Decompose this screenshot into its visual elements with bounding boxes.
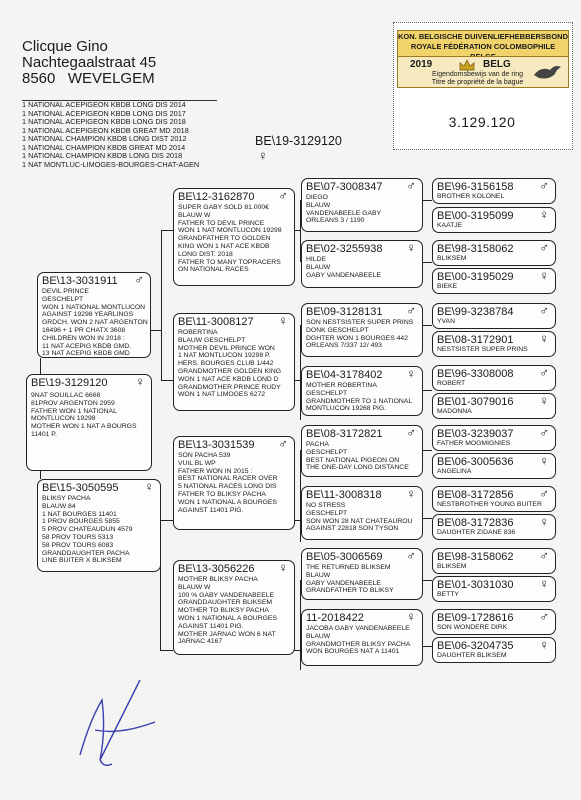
bird-notes: JACOBA GABY VANDENABEELE BLAUW GRANDMOTHER BLIKSY PACHA WON BOURGES NAT A 11401 — [306, 625, 411, 656]
male-icon: ♂ — [278, 188, 288, 203]
pedigree-card-ddd — [301, 609, 423, 666]
bird-notes: ROBERTINA BLAUW GESCHELPT MOTHER DEVIL PRINCE WON 1 NAT MONTLUCON 19298 P. HERS. BOURGES CLUB 1/442 GRANDMOTHER GOLDEN KING WON 1 NAT ACE KBDB LOND D GRANDMOTHER PRINCE RUDY WON 1 NAT LIMOGES 6272 — [178, 329, 282, 399]
pedigree-card-sire — [37, 272, 151, 358]
bird-notes: BLIKSEM — [437, 255, 467, 262]
pedigree-card-subject — [26, 374, 152, 471]
bird-notes: DAUGHTER ZIDANE 836 — [437, 529, 516, 536]
female-icon: ♀ — [539, 393, 549, 408]
ring-card-line2: ROYALE FÉDÉRATION COLOMBOPHILE — [410, 42, 556, 51]
palmares-item: 1 NATIONAL ACEPIGEON KBDB LONG DIS 2018 — [22, 117, 186, 126]
pedigree-card-g6 — [432, 331, 556, 357]
palmares-item: 1 NATIONAL ACEPIGEON KBDB GREAT MD 2018 — [22, 125, 189, 135]
connector-line — [40, 471, 41, 479]
bird-notes: BLIKSEM — [437, 563, 467, 570]
bird-notes: BIEKE — [437, 283, 458, 290]
male-icon: ♂ — [539, 548, 549, 563]
male-icon: ♂ — [406, 548, 416, 563]
pedigree-card-g4 — [432, 268, 556, 294]
pedigree-card-g11 — [432, 486, 556, 512]
bird-notes: YVAN — [437, 318, 456, 325]
ring-number: BE\01-3079016 — [437, 396, 514, 408]
connector-line — [161, 230, 173, 231]
pedigree-card-dsd — [301, 486, 423, 540]
owner-city-name: WEVELGEM — [67, 70, 155, 87]
bird-notes: HILDE BLAUW GABY VANDENABEELE — [306, 256, 381, 279]
ring-number: BE\08-3172856 — [437, 489, 514, 501]
bird-notes: FATHER MOGMIGNIES — [437, 440, 511, 447]
connector-line — [422, 200, 432, 201]
subject-ring: BE\19-3129120 — [255, 134, 342, 148]
owner-street: Nachtegaalstraat 45 — [22, 54, 157, 71]
female-icon: ♀ — [539, 637, 549, 652]
connector-line — [160, 520, 173, 521]
ring-card-subtitle — [420, 71, 535, 86]
bird-notes: NESTBROTHER YOUNG BUITER — [437, 501, 542, 508]
pedigree-card-sss — [301, 178, 423, 232]
pedigree-card-dss — [301, 425, 423, 477]
bird-notes: SUPER GABY SOLD 81.000€ BLAUW W FATHER TO DEVIL PRINCE WON 1 NAT MONTLUCON 19298 GRANDFATHER TO GOLDEN KING WON 1 NAT ACE KBDB LONG DIST. 2018 FATHER TO MANY TOPRACERS ON NATIONAL RACES — [178, 204, 282, 274]
female-icon: ♀ — [539, 514, 549, 529]
owner-city — [22, 70, 155, 87]
pedigree-card-g13 — [432, 548, 556, 574]
owner-name: Clicque Gino — [22, 38, 108, 55]
male-icon: ♂ — [539, 609, 549, 624]
pedigree-card-sds — [301, 303, 423, 357]
bird-notes: DAUGHTER BLIKSEM — [437, 652, 507, 659]
pedigree-card-sdd — [301, 366, 423, 416]
pedigree-card-g7 — [432, 365, 556, 391]
ring-number: BE\11-3008127 — [178, 316, 254, 328]
bird-notes: MADONNA — [437, 408, 472, 415]
male-icon: ♂ — [539, 425, 549, 440]
pedigree-card-g10 — [432, 453, 556, 479]
bird-notes: BROTHER KOLONEL — [437, 193, 505, 200]
bird-notes: SON NESTSISTER SUPER PRINS DONK GESCHELPT DGHTER WON 1 BOURGES 442 ORLEANS 7/337 12/ 493 — [306, 319, 414, 350]
palmares-item: 1 NAT MONTLUC-LIMOGES-BOURGES-CHAT-AGEN — [22, 159, 200, 169]
ring-card-line1: KON. BELGISCHE DUIVENLIEFHEBBERSBOND — [398, 32, 569, 41]
connector-line — [422, 518, 432, 519]
female-icon: ♀ — [539, 331, 549, 346]
palmares-item: 1 NATIONAL ACEPIGEON KBDB LONG DIS 2014 — [22, 100, 186, 109]
signature — [60, 660, 170, 780]
connector-line — [422, 262, 432, 263]
bird-notes: MOTHER BLIKSY PACHA BLAUW W 100 % GABY VANDENABEELE GRANDDAUGHTER BLIKSEM MOTHER TO BLIKSY PACHA WON 1 NATIONAL A BOURGES AGAINST 11401 PIG. MOTHER JARNAC WON 6 NAT JARNAC 4167 — [178, 576, 277, 646]
owner-postcode: 8560 — [22, 70, 56, 87]
pedigree-card-dam-sire — [173, 436, 295, 530]
connector-line — [422, 325, 432, 326]
bird-notes: SON PACHA 539 VUIL BL WP FATHER WON IN 2015 : BEST NATIONAL RACER OVER 5 NATIONAL RACES LONG DIS FATHER TO BLIKSY PACHA WON 1 NATIONAL A BOURGES AGAINST 11401 PIG. — [178, 452, 278, 514]
ring-number: BE\11-3008318 — [306, 489, 382, 501]
ring-number: BE\03-3239037 — [437, 428, 514, 440]
female-icon: ♀ — [144, 479, 154, 494]
ring-number: 11-2018422 — [306, 612, 364, 624]
bird-notes: ROBERT — [437, 380, 466, 387]
connector-line — [422, 450, 432, 451]
female-icon: ♀ — [278, 313, 288, 328]
bird-notes: MOTHER ROBERTINA GESCHELPT GRANDMOTHER TO 1 NATIONAL MONTLUCON 19268 PIG. — [306, 382, 413, 413]
ring-number: BE\06-3005636 — [437, 456, 514, 468]
female-icon: ♀ — [406, 609, 416, 624]
ring-number: BE\08-3172836 — [437, 517, 514, 529]
pedigree-card-g12 — [432, 514, 556, 540]
crown-icon — [458, 58, 476, 72]
ring-number: BE\19-3129120 — [31, 377, 108, 389]
connector-line — [40, 358, 41, 374]
bird-notes: BETTY — [437, 591, 459, 598]
bird-notes: SON WONDERE DIRK — [437, 624, 508, 631]
bird-notes: KAATJE — [437, 222, 463, 229]
connector-line — [422, 390, 432, 391]
pedigree-card-g9 — [432, 425, 556, 451]
ring-number: BE\02-3255938 — [306, 243, 383, 255]
pedigree-card-g5 — [432, 303, 556, 329]
bird-notes: THE RETURNED BLIKSEM BLAUW GABY VANDENABEELE GRANDFATHER TO BLIKSY — [306, 564, 394, 595]
ring-number: BE\98-3158062 — [437, 551, 514, 563]
ring-number: BE\96-3156158 — [437, 181, 514, 193]
ring-card-sub-nl: Eigendomsbewijs van de ring — [431, 71, 524, 78]
bird-notes: PACHA GESCHELPT BEST NATIONAL PIGEON ON THE ONE-DAY LONG DISTANCE — [306, 441, 409, 472]
palmares-item: 1 NATIONAL CHAMPION KBDB LONG DIS 2018 — [22, 151, 183, 160]
connector-line — [422, 646, 432, 647]
female-icon: ♀ — [539, 268, 549, 283]
ring-number: BE\08-3172821 — [306, 428, 383, 440]
male-icon: ♂ — [406, 178, 416, 193]
ring-number: BE\13-3031911 — [42, 275, 118, 287]
ring-number: BE\13-3031539 — [178, 439, 255, 451]
palmares-item: 1 NATIONAL CHAMPION KBDB GREAT MD 2014 — [22, 142, 186, 152]
male-icon: ♂ — [406, 303, 416, 318]
ring-number: BE\96-3308008 — [437, 368, 514, 380]
pedigree-card-dds — [301, 548, 423, 600]
ring-number: BE\98-3158062 — [437, 243, 514, 255]
female-icon: ♀ — [406, 366, 416, 381]
bird-notes: DIEGO BLAUW VANDENABEELE GABY ORLEANS 3 / 1190 — [306, 194, 382, 225]
bird-notes: ANGELINA — [437, 468, 472, 475]
ring-number: BE\00-3195029 — [437, 271, 514, 283]
connector-line — [161, 380, 173, 381]
female-icon: ♀ — [278, 560, 288, 575]
female-icon: ♀ — [406, 240, 416, 255]
pedigree-card-g15 — [432, 609, 556, 635]
bird-notes: NO STRESS GESCHELPT SON WON 28 NAT CHATEAUROU AGAINST 22818 SON TYSON — [306, 502, 413, 533]
male-icon: ♂ — [406, 425, 416, 440]
ring-number: BE\07-3008347 — [306, 181, 383, 193]
connector-line — [160, 650, 173, 651]
pigeon-icon — [531, 60, 563, 82]
female-icon: ♀ — [406, 486, 416, 501]
pedigree-card-sire-sire — [173, 188, 295, 286]
bird-notes: BLIKSY PACHA BLAUW 84 1 NAT BOURGES 11401 1 PROV BOURGES 5855 5 PROV CHATEAUDUN 4579 58 PROV TOURS 5313 58 PROV TOURS 6083 GRANDDAUGHTER PACHA LINE BUITER X BLIKSEM — [42, 495, 133, 565]
ring-card-sub-fr: Titre de propriété de la bague — [431, 78, 524, 86]
pedigree-card-g2 — [432, 207, 556, 233]
female-icon: ♀ — [135, 374, 145, 389]
ring-number: BE\06-3204735 — [437, 640, 514, 652]
ring-card-year: 2019 — [410, 59, 433, 70]
ring-number: BE\09-1728616 — [437, 612, 514, 624]
female-icon: ♀ — [539, 207, 549, 222]
ring-card-country: BELG — [483, 59, 511, 70]
pedigree-card-dam — [37, 479, 161, 572]
palmares-item: 1 NATIONAL ACEPIGEON KBDB LONG DIS 2017 — [22, 108, 186, 118]
ring-number: BE\99-3238784 — [437, 306, 514, 318]
ring-number: BE\13-3056226 — [178, 563, 255, 575]
pedigree-card-g16 — [432, 637, 556, 663]
ring-number: BE\04-3178402 — [306, 369, 383, 381]
bird-notes: NESTSISTER SUPER PRINS — [437, 346, 528, 353]
connector-line — [161, 230, 162, 380]
ring-card-number: 3.129.120 — [448, 114, 516, 130]
ring-number: BE\09-3128131 — [306, 306, 383, 318]
ring-number: BE\00-3195099 — [437, 210, 514, 222]
ring-number: BE\12-3162870 — [178, 191, 255, 203]
pedigree-card-ssd — [301, 240, 423, 288]
pedigree-card-sire-dam — [173, 313, 295, 411]
pedigree-card-dam-dam — [173, 560, 295, 655]
bird-notes: DEVIL PRINCE GESCHELPT WON 1 NATIONAL MONTLUCON AGAINST 19298 YEARLINGS GRDCH. WON 2 NAT ARGENTON 16496 + 1 PR CHATX 3608 CHILDREN WON IN 2018 : 11 NAT ACEPIG KBDB GMD. 13 NAT ACEPIG KBDB GMD — [42, 288, 148, 358]
male-icon: ♂ — [539, 365, 549, 380]
connector-line — [422, 580, 432, 581]
palmares-item: 1 NATIONAL CHAMPION KBDB LONG DIST 2012 — [22, 134, 187, 143]
female-icon: ♀ — [258, 148, 268, 163]
male-icon: ♂ — [539, 486, 549, 501]
male-icon: ♂ — [539, 240, 549, 255]
ring-number: BE\08-3172901 — [437, 334, 514, 346]
pedigree-card-g3 — [432, 240, 556, 266]
female-icon: ♀ — [539, 576, 549, 591]
ring-number: BE\15-3050595 — [42, 482, 119, 494]
palmares-list — [22, 101, 199, 169]
ring-number: BE\01-3031030 — [437, 579, 514, 591]
female-icon: ♀ — [539, 453, 549, 468]
pedigree-card-g1 — [432, 178, 556, 204]
male-icon: ♂ — [539, 303, 549, 318]
pedigree-card-g14 — [432, 576, 556, 602]
male-icon: ♂ — [539, 178, 549, 193]
male-icon: ♂ — [134, 272, 144, 287]
ring-number: BE\05-3006569 — [306, 551, 383, 563]
pedigree-card-g8 — [432, 393, 556, 419]
bird-notes: 9NAT SOUILLAC 6668 81PROV ARGENTON 2959 FATHER WON 1 NATIONAL MONTLUCON 19298 MOTHER WON 1 NAT A BOURGS 11401 P. — [31, 392, 137, 438]
male-icon: ♂ — [278, 436, 288, 451]
